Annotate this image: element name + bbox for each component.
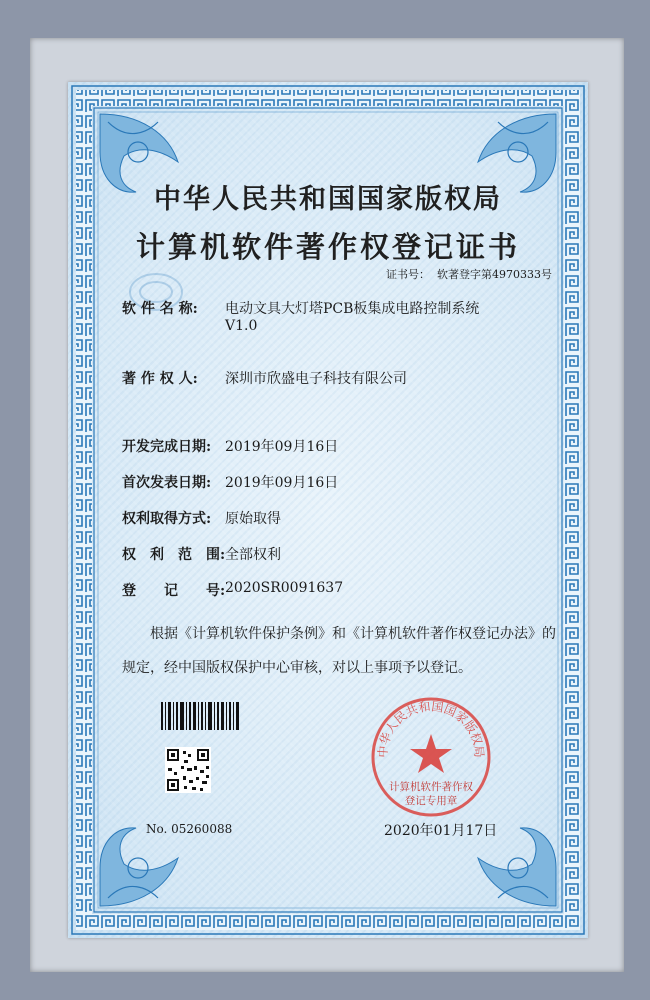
qr-code <box>165 747 211 793</box>
registration-number-value: 2020SR0091637 <box>225 580 344 596</box>
issue-date: 2020年01月17日 <box>384 823 498 839</box>
statement-line-1: 根据《计算机软件保护条例》和《计算机软件著作权登记办法》的 <box>150 626 556 642</box>
seal-ring-text: 中华人民共和国国家版权局 <box>375 699 487 759</box>
registration-number-label: 登 记 号: <box>122 583 226 599</box>
software-name-value: 电动文具大灯塔PCB板集成电路控制系统 <box>225 301 480 317</box>
rights-scope-value: 全部权利 <box>225 547 281 563</box>
certificate <box>68 82 588 938</box>
barcode <box>161 702 239 730</box>
seal-line-1: 计算机软件著作权 <box>389 781 473 793</box>
completion-date-label: 开发完成日期: <box>122 439 212 455</box>
certificate-title: 计算机软件著作权登记证书 <box>135 230 520 264</box>
official-seal <box>368 694 494 820</box>
seal-line-2: 登记专用章 <box>404 795 458 807</box>
statement-line-2: 规定，经中国版权保护中心审核，对以上事项予以登记。 <box>122 660 472 676</box>
acquisition-method-label: 权利取得方式: <box>122 511 212 527</box>
issuing-authority: 中华人民共和国国家版权局 <box>154 184 502 215</box>
software-name-label: 软 件 名 称: <box>122 301 198 317</box>
star-icon <box>410 734 452 773</box>
publication-date-value: 2019年09月16日 <box>225 475 339 491</box>
cert-no-label: 证书号： <box>386 268 430 281</box>
serial-number: No. 05260088 <box>146 822 233 836</box>
publication-date-label: 首次发表日期: <box>122 475 212 491</box>
software-version-value: V1.0 <box>225 318 258 334</box>
cert-no-value: 软著登字第4970333号 <box>437 268 552 281</box>
copyright-owner-value: 深圳市欣盛电子科技有限公司 <box>225 371 407 387</box>
completion-date-value: 2019年09月16日 <box>225 439 339 455</box>
copyright-owner-label: 著 作 权 人: <box>122 371 198 387</box>
certificate-number <box>386 266 552 282</box>
acquisition-method-value: 原始取得 <box>225 511 281 527</box>
rights-scope-label: 权 利 范 围: <box>122 547 226 563</box>
